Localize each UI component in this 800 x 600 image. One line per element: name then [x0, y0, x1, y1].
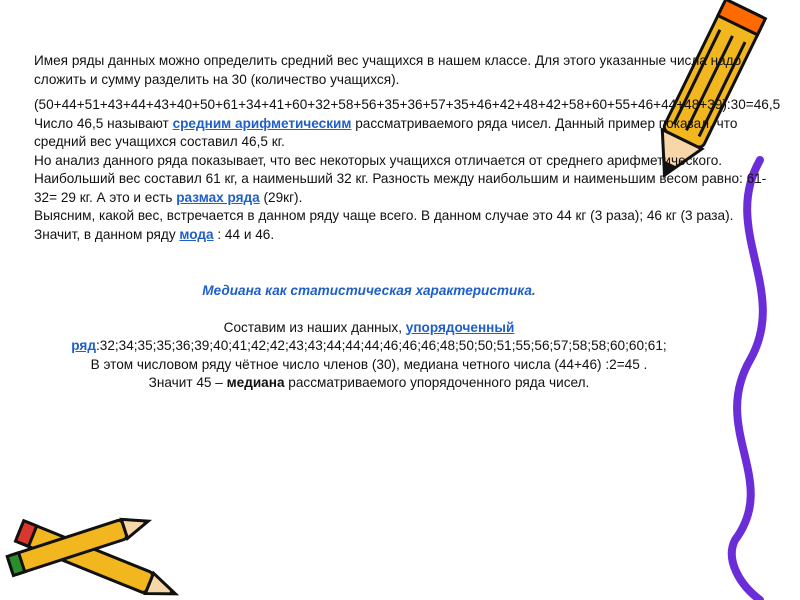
- median-term: медиана: [226, 375, 285, 390]
- mode-prefix: Выясним, какой вес, встречается в данном ряду чаще всего. В данном случае это 44 кг (3 раза); 46 кг (3 раза). Значит, в данном ряду: [34, 208, 734, 242]
- mean-paragraph: [34, 115, 774, 152]
- intro-paragraph: Имея ряды данных можно определить средний вес учащихся в нашем классе. Для этого указанные числа надо сложить и сумму разделить на 30 (количество учащихся).: [34, 53, 742, 87]
- ordered-values: :32;34;35;35;36;39;40;41;42;42;43;43;44;44;44;46;46;46;48;50;50;51;55;56;57;58;58;60;60;61;: [95, 338, 667, 353]
- concl-prefix: Значит 45 –: [148, 375, 227, 390]
- calc-line: В этом числовом ряду чётное число членов (30), медиана четного числа (44+46) :2=45 .: [90, 356, 648, 372]
- mean-prefix: Число 46,5 называют: [34, 115, 173, 131]
- mean-suffix: рассматриваемого ряда чисел. Данный пример показал, что средний вес учащихся составил 46,5 кг.: [34, 115, 738, 149]
- ordered-link[interactable]: упорядоченный ряд: [71, 319, 515, 353]
- mode-paragraph: [34, 207, 774, 244]
- mode-suffix: : 44 и 46.: [217, 226, 275, 242]
- mean-link[interactable]: средним арифметическим: [172, 115, 352, 131]
- concl-suffix: рассматриваемого упорядоченного ряда чисел.: [288, 375, 590, 390]
- range-prefix: Наибольший вес составил 61 кг, а наименьший 32 кг. Разность между наибольшим и наименьшим весом равно: 61-32= 29 кг. А это и есть: [34, 171, 767, 205]
- formula-line: (50+44+51+43+44+43+40+50+61+34+41+60+32+58+56+35+36+57+35+46+42+48+42+58+60+55+46+44+48+39):30=46,5: [34, 97, 781, 112]
- range-suffix: (29кг).: [263, 189, 303, 205]
- median-heading: Медиана как статистическая характеристика.: [202, 283, 536, 298]
- ordered-paragraph: [34, 319, 704, 356]
- median-section: [34, 282, 704, 393]
- text-block: [34, 52, 781, 244]
- mode-link[interactable]: мода: [179, 226, 214, 242]
- ordered-prefix: Составим из наших данных,: [223, 319, 406, 335]
- range-paragraph: [34, 170, 774, 207]
- pencils-icon: [0, 480, 200, 600]
- analysis-paragraph: Но анализ данного ряда показывает, что вес некоторых учащихся отличается от среднего арифметического.: [34, 152, 723, 168]
- conclusion-line: [34, 374, 704, 393]
- range-link[interactable]: размах ряда: [176, 189, 260, 205]
